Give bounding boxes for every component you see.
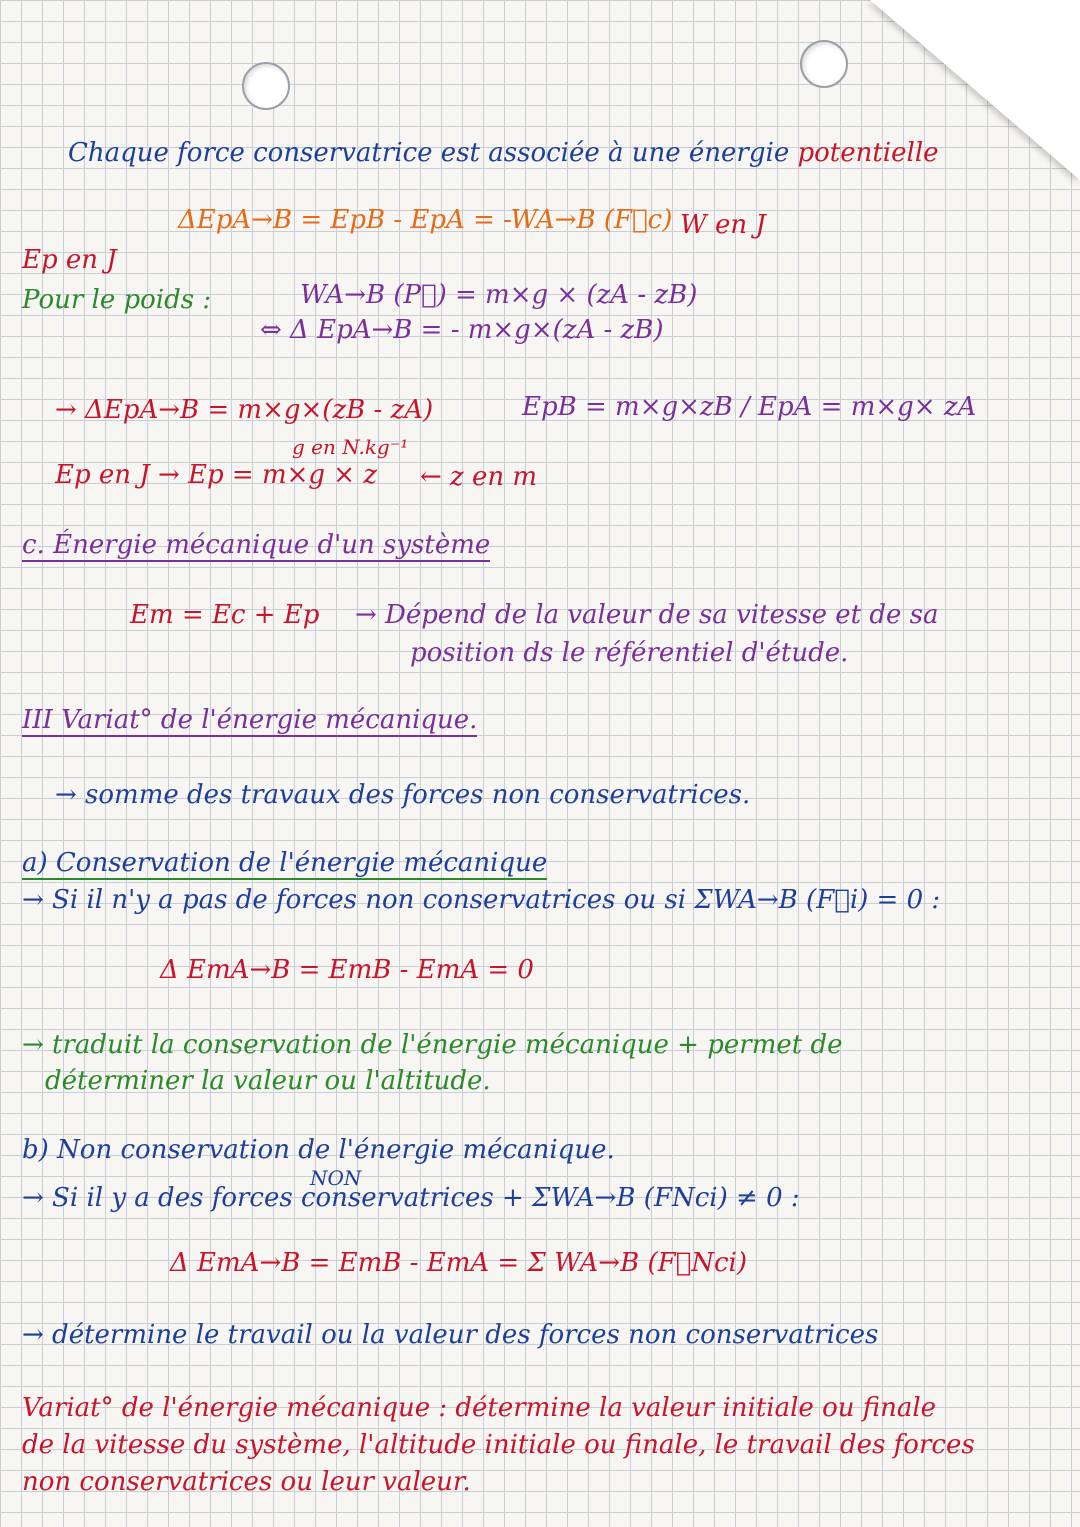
- part-b-explanation: → détermine le travail ou la valeur des forces non conservatrices: [22, 1320, 879, 1350]
- formula-em-non-conservation: Δ EmA→B = EmB - EmA = Σ WA→B (F⃗Nci): [170, 1248, 748, 1278]
- formula-delta-ep-final: → ΔEpA→B = m×g×(zB - zA): [55, 395, 434, 425]
- ep-unit: Ep en J: [22, 245, 117, 275]
- g-unit: g en N.kg⁻¹: [292, 435, 409, 459]
- part-b-non: NON: [310, 1166, 362, 1190]
- part-a-explanation-2: déterminer la valeur ou l'altitude.: [45, 1066, 491, 1096]
- section-c-title: c. Énergie mécanique d'un système: [22, 530, 491, 560]
- formula-em-conservation: Δ EmA→B = EmB - EmA = 0: [160, 955, 534, 985]
- formula-em: Em = Ec + Ep: [130, 600, 320, 630]
- intro-potential: potentielle: [797, 138, 939, 168]
- binder-hole-right: [800, 40, 848, 88]
- em-desc-2: position ds le référentiel d'étude.: [410, 638, 849, 668]
- formula-delta-ep: ΔEpA→B = EpB - EpA = -WA→B (F⃗c): [178, 205, 673, 235]
- formula-w-poids: WA→B (P⃗) = m×g × (zA - zB): [300, 280, 698, 310]
- summary-line-3: non conservatrices ou leur valeur.: [22, 1467, 471, 1497]
- poids-label: Pour le poids :: [22, 285, 212, 315]
- section-3-line1: → somme des travaux des forces non conservatrices.: [55, 780, 751, 810]
- section-3-title: III Variat° de l'énergie mécanique.: [22, 705, 478, 735]
- intro-text: Chaque force conservatrice est associée à une énergie: [68, 138, 798, 168]
- w-unit: W en J: [680, 210, 766, 240]
- formula-ep-ab: EpB = m×g×zB / EpA = m×g× zA: [522, 392, 977, 422]
- part-b-condition: → Si il y a des forces conservatrices + ΣWA→B (FNci) ≠ 0 :: [22, 1183, 800, 1213]
- z-unit: ← z en m: [420, 462, 538, 492]
- em-desc-1: → Dépend de la valeur de sa vitesse et de sa: [355, 600, 939, 630]
- intro-line: [68, 138, 939, 168]
- summary-line-2: de la vitesse du système, l'altitude initiale ou finale, le travail des forces: [22, 1430, 975, 1460]
- ep-formula-line: Ep en J → Ep = m×g × z: [55, 460, 378, 490]
- summary-line-1: Variat° de l'énergie mécanique : détermine la valeur initiale ou finale: [22, 1393, 937, 1423]
- part-a-condition: → Si il n'y a pas de forces non conservatrices ou si ΣWA→B (F⃗i) = 0 :: [22, 885, 941, 915]
- binder-hole-left: [242, 62, 290, 110]
- part-a-explanation-1: → traduit la conservation de l'énergie mécanique + permet de: [22, 1030, 843, 1060]
- part-a-title: a) Conservation de l'énergie mécanique: [22, 848, 548, 878]
- formula-delta-poids: ⇔ Δ EpA→B = - m×g×(zA - zB): [260, 315, 664, 345]
- part-b-title: b) Non conservation de l'énergie mécanique.: [22, 1135, 615, 1165]
